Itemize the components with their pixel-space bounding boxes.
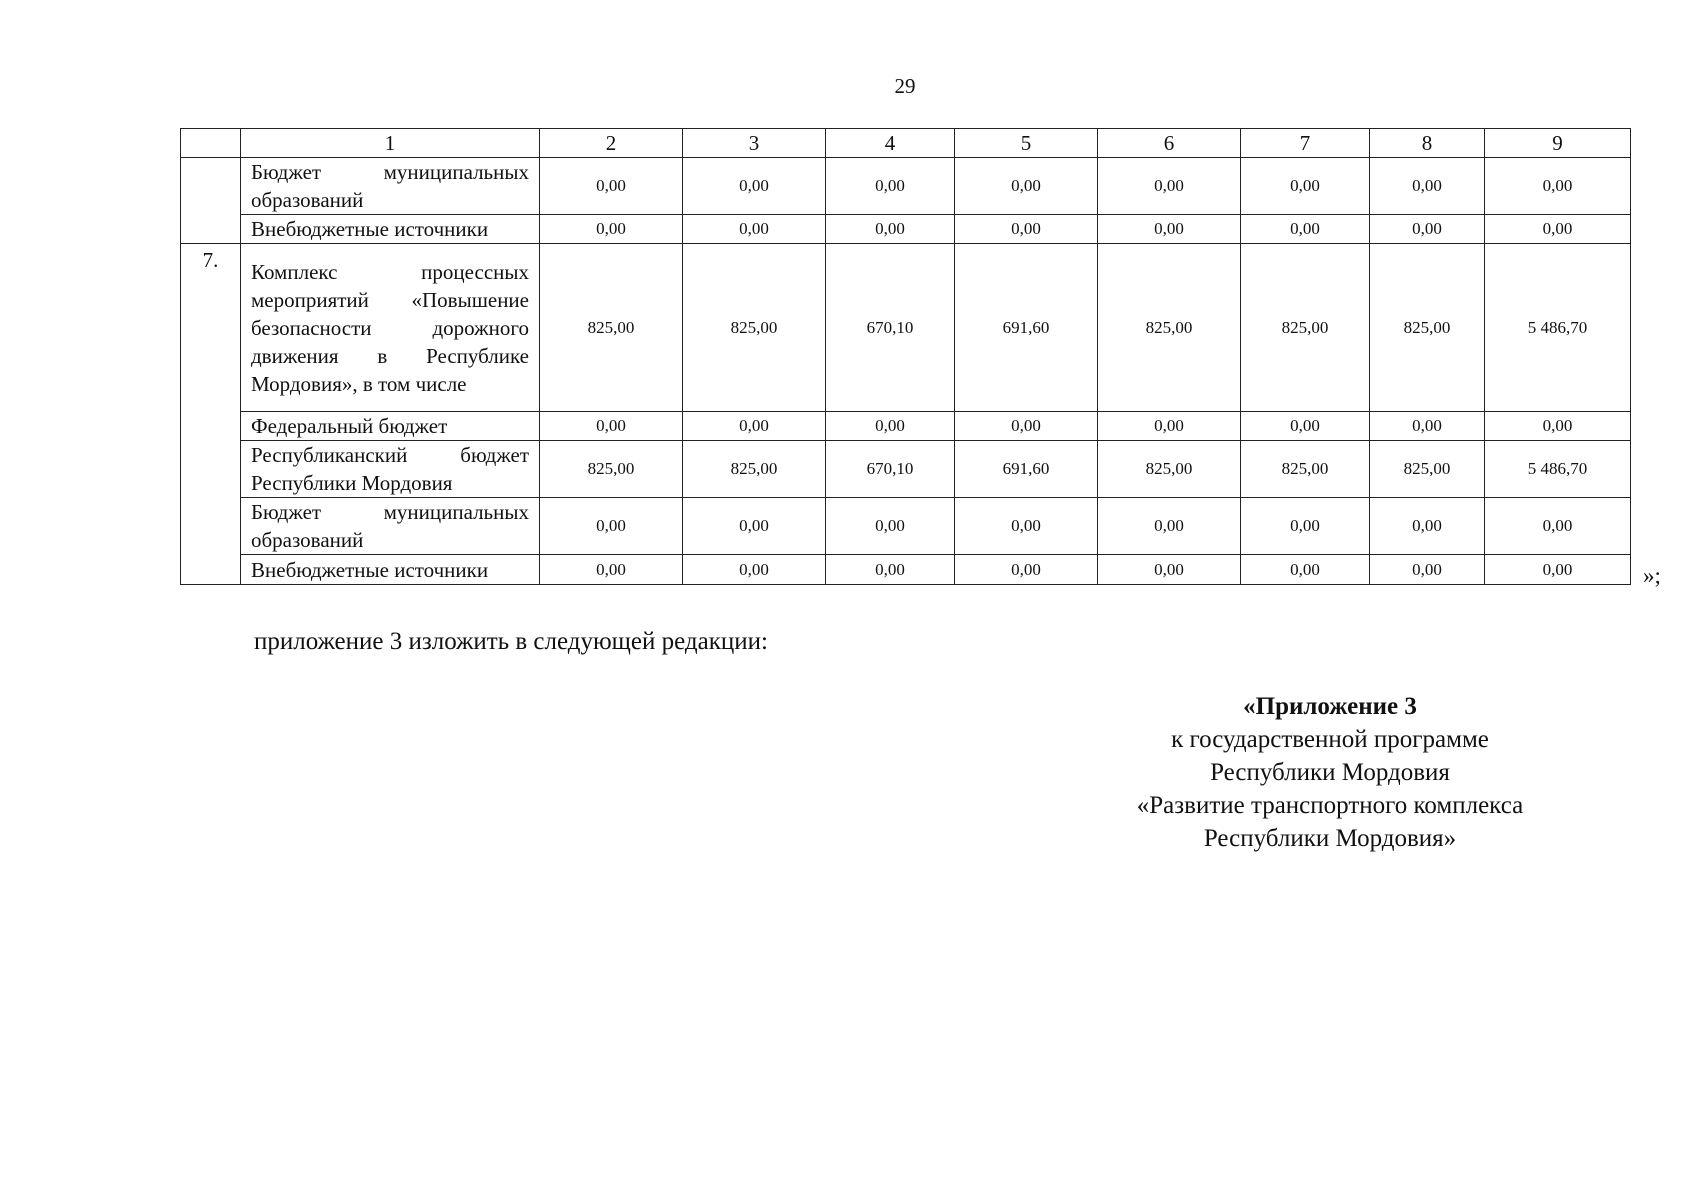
value-cell: 0,00: [826, 412, 955, 441]
instruction-text: приложение 3 изложить в следующей редакции:: [254, 628, 768, 655]
header-cell: 8: [1370, 129, 1485, 158]
value-cell: 0,00: [683, 498, 826, 555]
value-cell: 825,00: [683, 441, 826, 498]
value-cell: 0,00: [1241, 555, 1370, 585]
appendix-line: Республики Мордовия: [1210, 759, 1450, 786]
closing-quote-mark: »;: [1643, 563, 1661, 588]
value-cell: 825,00: [1098, 244, 1241, 412]
value-cell: 0,00: [1241, 215, 1370, 244]
value-cell: 0,00: [1370, 412, 1485, 441]
value-cell: 0,00: [1370, 498, 1485, 555]
row-name-cell: Бюджет муниципальных образований: [241, 498, 540, 555]
value-cell: 0,00: [1370, 215, 1485, 244]
value-cell: 0,00: [540, 158, 683, 215]
appendix-title: «Приложение 3: [1243, 693, 1417, 720]
value-cell: 0,00: [1098, 555, 1241, 585]
value-cell: 0,00: [540, 555, 683, 585]
table-row: [181, 555, 1631, 585]
value-cell: 670,10: [826, 244, 955, 412]
appendix-line: Республики Мордовия»: [1203, 825, 1457, 852]
header-cell: 1: [241, 129, 540, 158]
value-cell: 0,00: [826, 555, 955, 585]
value-cell: 825,00: [1098, 441, 1241, 498]
value-cell: 0,00: [826, 158, 955, 215]
value-cell: 0,00: [1098, 412, 1241, 441]
table-header-row: [181, 129, 1631, 158]
header-cell: 3: [683, 129, 826, 158]
value-cell: 0,00: [955, 215, 1098, 244]
value-cell: 825,00: [540, 244, 683, 412]
table-row: [181, 215, 1631, 244]
row-name-cell: Бюджет муниципальных образований: [241, 158, 540, 215]
value-cell: 0,00: [1241, 412, 1370, 441]
value-cell: 0,00: [683, 215, 826, 244]
row-name-cell: Внебюджетные источники: [241, 215, 540, 244]
value-cell: 0,00: [1241, 158, 1370, 215]
value-cell: 0,00: [955, 555, 1098, 585]
table-row: [181, 244, 1631, 412]
page-number: 29: [894, 74, 916, 98]
value-cell: 0,00: [955, 158, 1098, 215]
table-row: [181, 498, 1631, 555]
value-cell: 0,00: [826, 498, 955, 555]
value-cell: 691,60: [955, 244, 1098, 412]
row-number-cell: 7.: [181, 244, 241, 585]
header-cell: 9: [1485, 129, 1631, 158]
value-cell: 0,00: [683, 555, 826, 585]
value-cell: 825,00: [1241, 441, 1370, 498]
value-cell: 0,00: [1485, 158, 1631, 215]
value-cell: 0,00: [955, 498, 1098, 555]
value-cell: 0,00: [683, 158, 826, 215]
value-cell: 0,00: [955, 412, 1098, 441]
value-cell: 0,00: [1098, 215, 1241, 244]
header-cell: 2: [540, 129, 683, 158]
appendix-heading-block: [1050, 690, 1610, 855]
table-row: [181, 441, 1631, 498]
value-cell: 0,00: [1370, 555, 1485, 585]
value-cell: 0,00: [1370, 158, 1485, 215]
row-name-cell: Комплекс процессных мероприятий «Повышение безопасности дорожного движения в Республике Мордовия», в том числе: [241, 244, 540, 412]
value-cell: 0,00: [540, 215, 683, 244]
value-cell: 825,00: [1370, 441, 1485, 498]
row-name-cell: Республиканский бюджет Республики Мордовия: [241, 441, 540, 498]
value-cell: 0,00: [1485, 412, 1631, 441]
value-cell: 670,10: [826, 441, 955, 498]
table-row: [181, 158, 1631, 215]
value-cell: 0,00: [1485, 215, 1631, 244]
header-cell: 4: [826, 129, 955, 158]
row-name-cell: Внебюджетные источники: [241, 555, 540, 585]
value-cell: 825,00: [1241, 244, 1370, 412]
appendix-line: «Развитие транспортного комплекса: [1136, 792, 1524, 819]
row-name-cell: Федеральный бюджет: [241, 412, 540, 441]
value-cell: 0,00: [1098, 498, 1241, 555]
value-cell: 691,60: [955, 441, 1098, 498]
value-cell: 0,00: [826, 215, 955, 244]
value-cell: 5 486,70: [1485, 244, 1631, 412]
value-cell: 825,00: [540, 441, 683, 498]
value-cell: 825,00: [683, 244, 826, 412]
value-cell: 0,00: [1241, 498, 1370, 555]
budget-table: [180, 128, 1631, 585]
value-cell: 0,00: [540, 498, 683, 555]
row-number-cell: [181, 158, 241, 244]
value-cell: 5 486,70: [1485, 441, 1631, 498]
table-row: [181, 412, 1631, 441]
value-cell: 0,00: [540, 412, 683, 441]
appendix-line: к государственной программе: [1171, 726, 1489, 753]
header-cell: 6: [1098, 129, 1241, 158]
header-cell: 7: [1241, 129, 1370, 158]
value-cell: 0,00: [1485, 555, 1631, 585]
value-cell: 0,00: [1098, 158, 1241, 215]
value-cell: 0,00: [1485, 498, 1631, 555]
value-cell: 0,00: [683, 412, 826, 441]
header-cell: 5: [955, 129, 1098, 158]
value-cell: 825,00: [1370, 244, 1485, 412]
header-cell: [181, 129, 241, 158]
